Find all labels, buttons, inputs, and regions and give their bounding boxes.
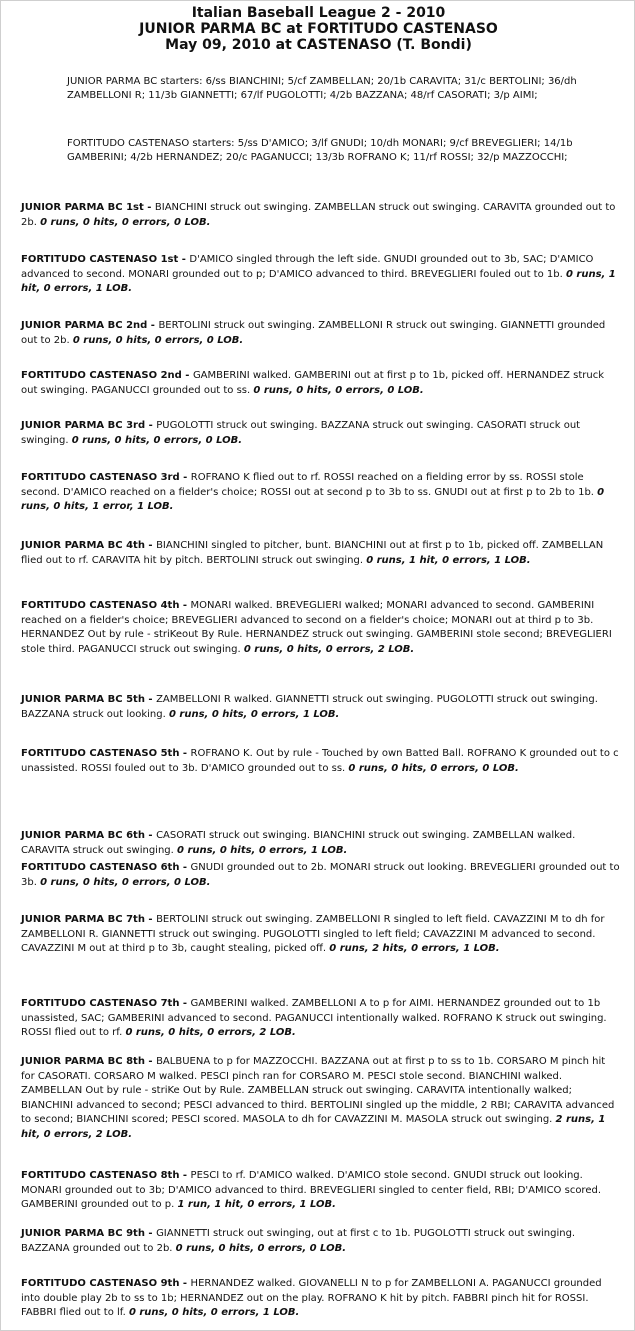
inning-entry: [21, 1055, 621, 1142]
inning-summary: 0 runs, 0 hits, 0 errors, 0 LOB.: [40, 216, 211, 228]
inning-entry: [21, 539, 621, 568]
inning-summary: 0 runs, 2 hits, 0 errors, 1 LOB.: [329, 943, 500, 954]
inning-label: FORTITUDO CASTENASO 6th -: [21, 862, 191, 873]
inning-summary: 0 runs, 0 hits, 1 error, 1 LOB.: [21, 486, 605, 512]
inning-summary: 1 run, 1 hit, 0 errors, 1 LOB.: [177, 1199, 336, 1210]
inning-text: HERNANDEZ walked. GIOVANELLI N to p for ZAMBELLONI A. PAGANUCCI grounded into double play 2b to ss to 1b; HERNANDEZ out on the play. ROFRANO K hit by pitch. FABBRI pinch hit for ROSSI. FABBRI flied out to lf.: [21, 1278, 602, 1318]
inning-summary: 2 runs, 1 hit, 0 errors, 2 LOB.: [21, 1114, 606, 1140]
inning-entry: [21, 369, 621, 398]
inning-label: FORTITUDO CASTENASO 8th -: [21, 1170, 191, 1181]
inning-entry: [21, 201, 621, 230]
inning-label: JUNIOR PARMA BC 9th -: [21, 1228, 157, 1239]
away-starters: FORTITUDO CASTENASO starters: 5/ss D'AMICO; 3/lf GNUDI; 10/dh MONARI; 9/cf BREVEGLIERI; 14/1b GAMBERINI; 4/2b HERNANDEZ; 20/c PAGANUCCI; 13/3b ROFRANO K; 11/rf ROSSI; 32/p MAZZOCCHI;: [67, 138, 573, 163]
inning-text: BIANCHINI singled to pitcher, bunt. BIANCHINI out at first p to 1b, picked off. ZAMBELLAN flied out to rf. CARAVITA hit by pitch. BERTOLINI struck out swinging.: [21, 540, 604, 566]
inning-text: BALBUENA to p for MAZZOCCHI. BAZZANA out at first p to ss to 1b. CORSARO M pinch hit for CASORATI. CORSARO M walked. PESCI pinch ran for CORSARO M. PESCI stole second. BIANCHINI walked. ZAMBELLAN Out by rule - striKe Out by Rule. ZAMBELLAN struck out swinging. CARAVITA intentionally walked; BIANCHINI advanced to second; PESCI advanced to third. BERTOLINI singled up the middle, 2 RBI; CARAVITA advanced to second; BIANCHINI scored; PESCI scored. MASOLA to dh for CAVAZZINI M. MASOLA struck out swinging.: [21, 1056, 615, 1125]
inning-summary: 0 runs, 0 hits, 0 errors, 0 LOB.: [175, 1242, 346, 1254]
inning-label: JUNIOR PARMA BC 7th -: [21, 914, 157, 925]
inning-label: FORTITUDO CASTENASO 9th -: [21, 1278, 191, 1289]
inning-entry: [21, 861, 621, 890]
inning-summary: 0 runs, 0 hits, 0 errors, 0 LOB.: [348, 762, 519, 774]
inning-text: PESCI to rf. D'AMICO walked. D'AMICO stole second. GNUDI struck out looking. MONARI grounded out to 3b; D'AMICO advanced to third. BREVEGLIERI singled to center field, RBI; D'AMICO scored. GAMBERINI grounded out to p.: [21, 1170, 602, 1210]
league-title: Italian Baseball League 2 - 2010: [191, 5, 446, 21]
inning-text: GAMBERINI walked. ZAMBELLONI A to p for AIMI. HERNANDEZ grounded out to 1b unassisted, SAC; GAMBERINI advanced to second. PAGANUCCI intentionally walked. ROFRANO K struck out swinging. ROSSI flied out to rf.: [21, 998, 607, 1038]
matchup-title: JUNIOR PARMA BC at FORTITUDO CASTENASO: [139, 21, 498, 37]
inning-label: JUNIOR PARMA BC 8th -: [21, 1056, 157, 1067]
inning-label: JUNIOR PARMA BC 6th -: [21, 830, 157, 841]
inning-summary: 0 runs, 0 hits, 0 errors, 1 LOB.: [168, 708, 340, 720]
inning-label: JUNIOR PARMA BC 2nd -: [21, 320, 159, 331]
inning-entry: [21, 693, 621, 722]
inning-summary: 0 runs, 0 hits, 0 errors, 1 LOB.: [128, 1307, 300, 1318]
inning-entry: [21, 829, 621, 858]
inning-entry: [21, 1277, 621, 1321]
inning-summary: 0 runs, 1 hit, 0 errors, 1 LOB.: [366, 554, 531, 566]
inning-label: JUNIOR PARMA BC 4th -: [21, 540, 157, 551]
inning-text: MONARI walked. BREVEGLIERI walked; MONARI advanced to second. GAMBERINI reached on a fielder's choice; BREVEGLIERI advanced to second on a fielder's choice; MONARI out at third p to 3b. HERNANDEZ Out by rule - striKeout By Rule. HERNANDEZ struck out swinging. GAMBERINI stole second; BREVEGLIERI stole third. PAGANUCCI struck out swinging.: [21, 600, 612, 655]
inning-text: ROFRANO K. Out by rule - Touched by own Batted Ball. ROFRANO K grounded out to c unassisted. ROSSI fouled out to 3b. D'AMICO grounded out to ss.: [21, 748, 619, 774]
inning-text: PUGOLOTTI struck out swinging. BAZZANA struck out swinging. CASORATI struck out swinging.: [21, 420, 581, 446]
inning-text: CASORATI struck out swinging. BIANCHINI struck out swinging. ZAMBELLAN walked. CARAVITA struck out swinging.: [21, 830, 576, 856]
inning-text: BERTOLINI struck out swinging. ZAMBELLONI R singled to left field. CAVAZZINI M to dh for ZAMBELLONI R. GIANNETTI struck out swinging. PUGOLOTTI singled to left field; CAVAZZINI M advanced to second. CAVAZZINI M out at third p to 3b, caught stealing, picked off.: [21, 914, 605, 954]
inning-label: FORTITUDO CASTENASO 3rd -: [21, 472, 191, 483]
inning-label: FORTITUDO CASTENASO 4th -: [21, 600, 191, 611]
inning-label: FORTITUDO CASTENASO 5th -: [21, 748, 191, 759]
inning-entry: [21, 997, 621, 1041]
inning-label: FORTITUDO CASTENASO 2nd -: [21, 370, 193, 381]
inning-text: ROFRANO K flied out to rf. ROSSI reached on a fielding error by ss. ROSSI stole second. D'AMICO reached on a fielder's choice; ROSSI out at second p to 3b to ss. GNUDI out at first p to 2b to 1b.: [21, 472, 598, 498]
home-starters: JUNIOR PARMA BC starters: 6/ss BIANCHINI; 5/cf ZAMBELLAN; 20/1b CARAVITA; 31/c BERTOLINI; 36/dh ZAMBELLONI R; 11/3b GIANNETTI; 67/lf PUGOLOTTI; 4/2b BAZZANA; 48/rf CASORATI; 3/p AIMI;: [67, 76, 577, 101]
inning-text: BERTOLINI struck out swinging. ZAMBELLONI R struck out swinging. GIANNETTI grounded out to 2b.: [21, 320, 606, 346]
date-venue: May 09, 2010 at CASTENASO (T. Bondi): [165, 37, 472, 53]
inning-entry: [21, 1169, 621, 1213]
inning-label: JUNIOR PARMA BC 3rd -: [21, 420, 157, 431]
inning-entry: [21, 1227, 621, 1256]
inning-summary: 0 runs, 0 hits, 0 errors, 0 LOB.: [40, 876, 211, 888]
inning-text: BIANCHINI struck out swinging. ZAMBELLAN struck out swinging. CARAVITA grounded out to 2b.: [21, 202, 616, 228]
inning-entry: [21, 319, 621, 348]
inning-entry: [21, 253, 621, 297]
inning-entry: [21, 747, 621, 776]
inning-text: D'AMICO singled through the left side. GNUDI grounded out to 3b, SAC; D'AMICO advanced to second. MONARI grounded out to p; D'AMICO advanced to third. BREVEGLIERI fouled out to 1b.: [21, 254, 594, 280]
inning-label: FORTITUDO CASTENASO 1st -: [21, 254, 190, 265]
inning-label: JUNIOR PARMA BC 1st -: [21, 202, 155, 213]
inning-summary: 0 runs, 0 hits, 0 errors, 0 LOB.: [71, 434, 243, 446]
inning-summary: 0 runs, 0 hits, 0 errors, 0 LOB.: [253, 384, 424, 396]
inning-text: ZAMBELLONI R walked. GIANNETTI struck out swinging. PUGOLOTTI struck out swinging. BAZZANA struck out looking.: [21, 694, 598, 720]
title-block: [1, 5, 635, 53]
inning-summary: 0 runs, 0 hits, 0 errors, 1 LOB.: [177, 844, 348, 856]
inning-entry: [21, 913, 621, 957]
inning-text: GAMBERINI walked. GAMBERINI out at first p to 1b, picked off. HERNANDEZ struck out swinging. PAGANUCCI grounded out to ss.: [21, 370, 605, 396]
inning-text: GIANNETTI struck out swinging, out at first c to 1b. PUGOLOTTI struck out swinging. BAZZANA grounded out to 2b.: [21, 1228, 576, 1254]
inning-summary: 0 runs, 0 hits, 0 errors, 2 LOB.: [243, 643, 415, 655]
inning-label: FORTITUDO CASTENASO 7th -: [21, 998, 191, 1009]
inning-entry: [21, 599, 621, 657]
inning-text: GNUDI grounded out to 2b. MONARI struck out looking. BREVEGLIERI grounded out to 3b.: [21, 862, 620, 888]
inning-summary: 0 runs, 0 hits, 0 errors, 2 LOB.: [125, 1027, 296, 1038]
inning-summary: 0 runs, 1 hit, 0 errors, 1 LOB.: [21, 268, 616, 294]
inning-label: JUNIOR PARMA BC 5th -: [21, 694, 157, 705]
inning-entry: [21, 419, 621, 448]
inning-summary: 0 runs, 0 hits, 0 errors, 0 LOB.: [72, 334, 244, 346]
inning-entry: [21, 471, 621, 515]
